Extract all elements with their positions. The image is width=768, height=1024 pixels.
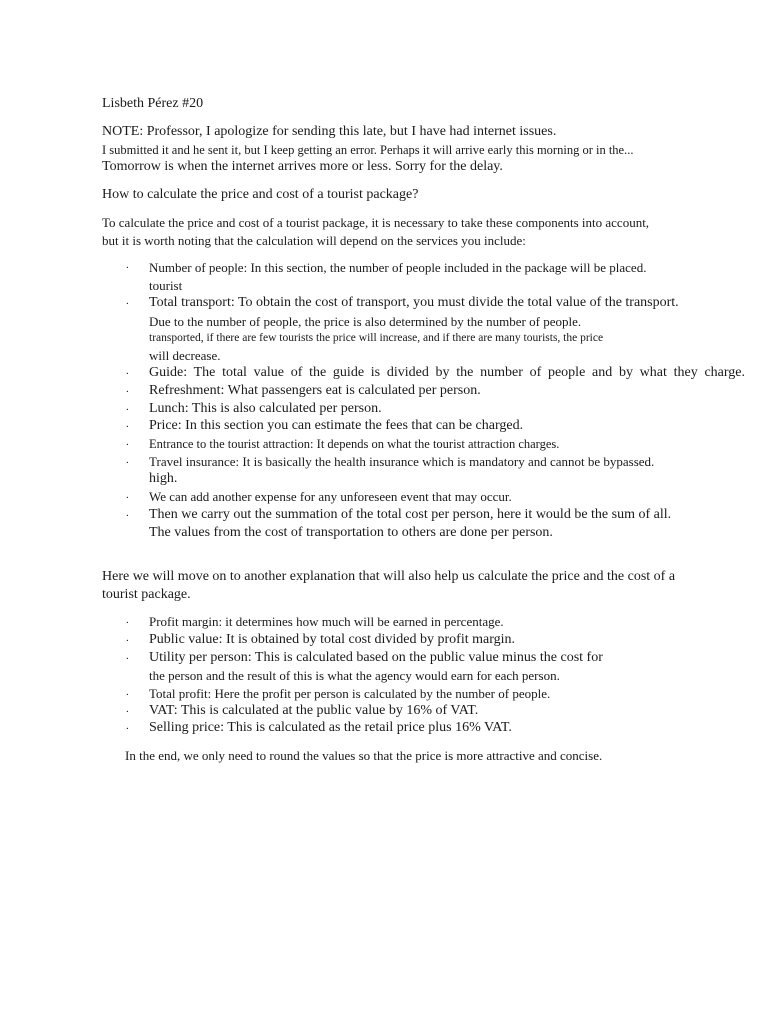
list-item-lunch: Lunch: This is also calculated per person. [149,401,382,416]
list-item-continuation: will decrease. [149,348,221,363]
list-item-public-value: Public value: It is obtained by total cost divided by profit margin. [149,632,516,647]
list-item-refreshment: Refreshment: What passengers eat is calculated per person. [149,383,481,398]
list-item-entrance: Entrance to the tourist attraction: It depends on what the tourist attraction charges. [149,437,560,451]
list-bullet: . [126,418,129,430]
list-bullet: . [126,686,129,698]
list-bullet: . [126,295,129,307]
list-item-selling-price: Selling price: This is calculated as the retail price plus 16% VAT. [149,720,512,735]
list-item-continuation: Due to the number of people, the price is also determined by the number of people. [149,314,582,329]
list-item-unforeseen: We can add another expense for any unforeseen event that may occur. [149,489,512,504]
section-two-line-1: Here we will move on to another explanation that will also help us calculate the price and the cost of a [102,569,676,584]
list-item-total-transport: Total transport: To obtain the cost of transport, you must divide the total value of the transport. [149,295,679,310]
list-item-continuation: the person and the result of this is what the agency would earn for each person. [149,668,560,683]
list-item-profit-margin: Profit margin: it determines how much will be earned in percentage. [149,614,504,629]
intro-line-2: but it is worth noting that the calculation will depend on the services you include: [102,233,526,248]
list-item-continuation: The values from the cost of transportation to others are done per person. [149,525,553,540]
list-bullet: . [126,703,129,715]
list-item-total-profit: Total profit: Here the profit per person is calculated by the number of people. [149,686,551,701]
list-item-guide: Guide: The total value of the guide is divided by the number of people and by what they charge. [149,365,745,380]
question-heading: How to calculate the price and cost of a tourist package? [102,187,419,202]
author-name: Lisbeth Pérez #20 [102,96,204,111]
list-bullet: . [126,614,129,626]
list-bullet: . [126,365,129,377]
list-bullet: . [126,383,129,395]
intro-line-1: To calculate the price and cost of a tourist package, it is necessary to take these components into account, [102,215,650,230]
note-line-2: I submitted it and he sent it, but I keep getting an error. Perhaps it will arrive early this morning or in the... [102,143,634,157]
list-bullet: . [126,650,129,662]
note-line-1: NOTE: Professor, I apologize for sending this late, but I have had internet issues. [102,124,557,139]
list-item-summation: Then we carry out the summation of the total cost per person, here it would be the sum of all. [149,507,672,522]
list-bullet: . [126,401,129,413]
list-bullet: . [126,489,129,501]
list-bullet: . [126,436,129,448]
list-bullet: . [126,259,129,271]
list-item-vat: VAT: This is calculated at the public value by 16% of VAT. [149,703,479,718]
section-two-line-2: tourist package. [102,587,191,602]
list-item-continuation: tourist [149,278,183,293]
list-item-number-of-people: Number of people: In this section, the number of people included in the package will be placed. [149,260,647,275]
list-bullet: . [126,507,129,519]
list-item-travel-insurance: Travel insurance: It is basically the health insurance which is mandatory and cannot be bypassed. [149,454,655,469]
list-item-price: Price: In this section you can estimate the fees that can be charged. [149,418,524,433]
conclusion-paragraph: In the end, we only need to round the values so that the price is more attractive and concise. [125,748,603,763]
list-bullet: . [126,720,129,732]
list-item-continuation: high. [149,471,178,486]
note-line-3: Tomorrow is when the internet arrives more or less. Sorry for the delay. [102,159,503,174]
list-bullet: . [126,632,129,644]
list-item-continuation: transported, if there are few tourists the price will increase, and if there are many tourists, the price [149,332,604,344]
list-item-utility-per-person: Utility per person: This is calculated based on the public value minus the cost for [149,650,603,665]
list-bullet: . [126,454,129,466]
